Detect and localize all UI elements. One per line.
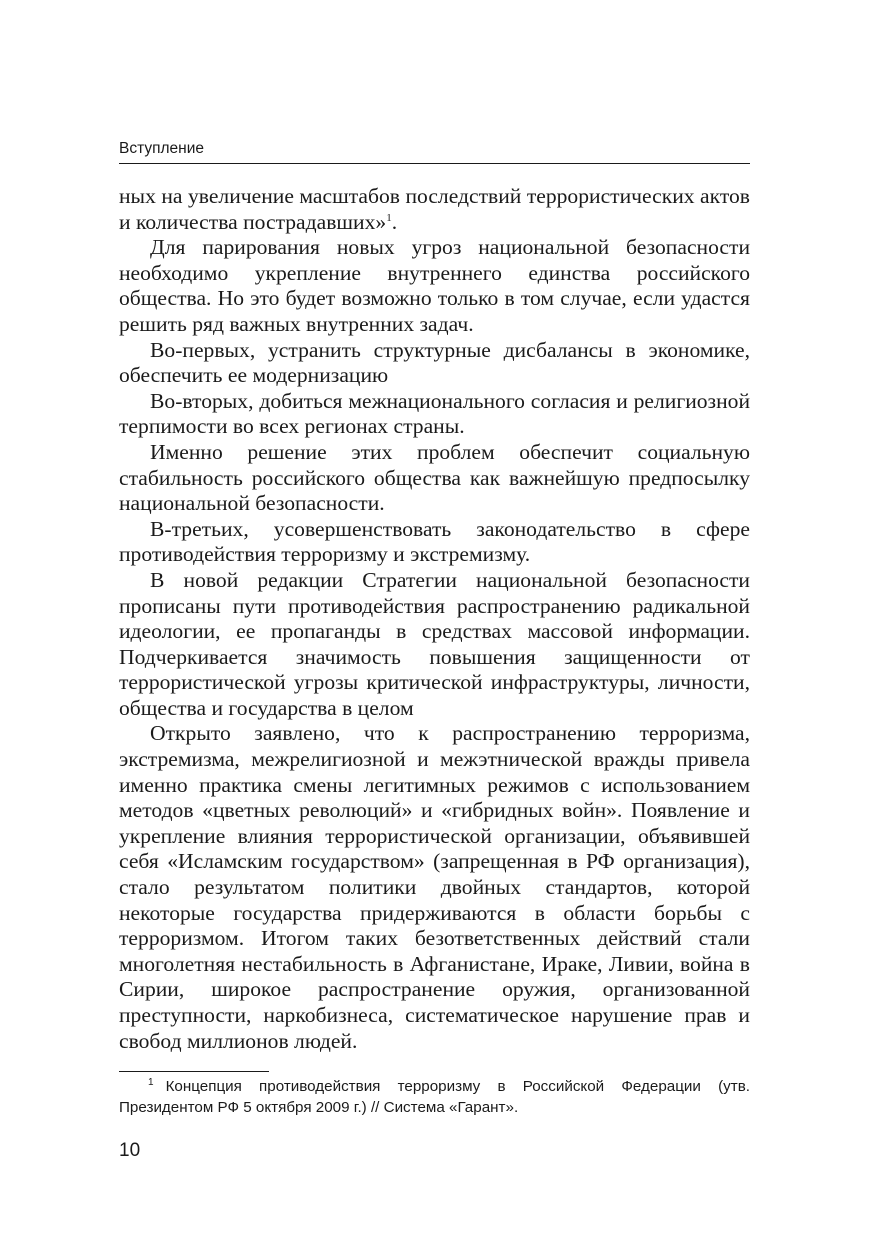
- paragraph: Именно решение этих проблем обеспечит социальную стабильность российского общества как важнейшую предпосылку национальной безопасности.: [119, 439, 750, 516]
- paragraph-text: ных на увеличение масштабов последствий террористических актов и количества пострадавших»: [119, 184, 750, 234]
- paragraph-continued: [119, 184, 750, 235]
- footnote-reference[interactable]: 1: [386, 211, 392, 224]
- footnote-text: Концепция противодействия терроризму в Российской Федерации (утв. Президентом РФ 5 октября 2009 г.) // Система «Гарант».: [119, 1078, 750, 1116]
- running-header: Вступление: [119, 139, 750, 164]
- page-number: 10: [119, 1140, 141, 1161]
- paragraph: В-третьих, усовершенствовать законодательство в сфере противодействия терроризму и экстремизму.: [119, 516, 750, 567]
- main-text: [119, 184, 750, 1054]
- paragraph: В новой редакции Стратегии национальной безопасности прописаны пути противодействия распространению радикальной идеологии, ее пропаганды в средствах массовой информации. Подчеркивается значимость повышения защищенности от террористической угрозы критической инфраструктуры, личности, общества и государства в целом: [119, 567, 750, 720]
- paragraph: Во-вторых, добиться межнационального согласия и религиозной терпимости во всех регионах страны.: [119, 388, 750, 439]
- footnote-mark: 1: [148, 1076, 154, 1088]
- paragraph-tail: .: [391, 209, 398, 234]
- paragraph: Открыто заявлено, что к распространению терроризма, экстремизма, межрелигиозной и межэтнической вражды привела именно практика смены легитимных режимов с использованием методов «цветных революций» и «гибридных войн». Появление и укрепление влияния террористической организации, объявившей себя «Исламским государством» (запрещенная в РФ организация), стало результатом политики двойных стандартов, которой некоторые государства придерживаются в области борьбы с терроризмом. Итогом таких безответственных действий стали многолетняя нестабильность в Афганистане, Ираке, Ливии, война в Сирии, широкое распространение оружия, организованной преступности, наркобизнеса, систематическое нарушение прав и свобод миллионов людей.: [119, 721, 750, 1053]
- paragraph: Для парирования новых угроз национальной безопасности необходимо укрепление внутреннего единства российского общества. Но это будет возможно только в том случае, если удастся решить ряд важных внутренних задач.: [119, 235, 750, 336]
- footnote-divider: [119, 1071, 269, 1072]
- paragraph: Во-первых, устранить структурные дисбалансы в экономике, обеспечить ее модернизацию: [119, 337, 750, 388]
- footnote: [119, 1076, 750, 1118]
